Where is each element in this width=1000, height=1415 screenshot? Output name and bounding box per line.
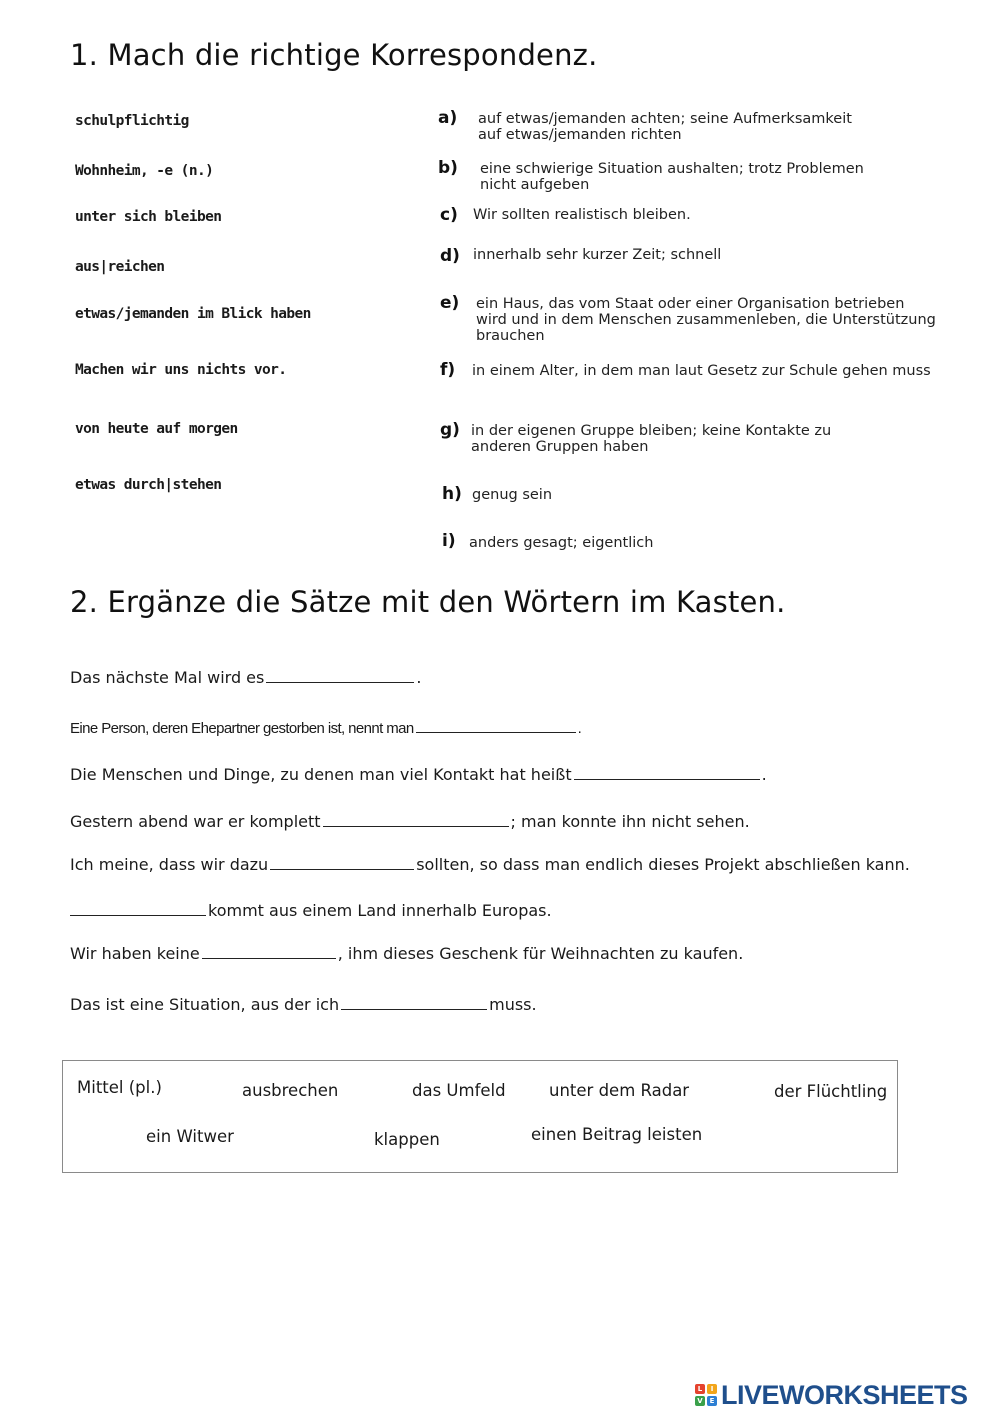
def-letter-a: a) bbox=[438, 108, 458, 128]
term-2: Wohnheim, -e (n.) bbox=[75, 163, 214, 179]
def-letter-g: g) bbox=[440, 420, 460, 440]
sentence-8-after: muss. bbox=[489, 995, 537, 1014]
logo-cube: L bbox=[695, 1384, 705, 1394]
sentence-3 bbox=[70, 765, 767, 784]
sentence-5-before: Ich meine, dass wir dazu bbox=[70, 855, 269, 874]
word-box-item: Mittel (pl.) bbox=[77, 1078, 162, 1097]
blank-6[interactable] bbox=[70, 901, 206, 916]
def-text-e: ein Haus, das vom Staat oder einer Organisation betrieben wird und in dem Menschen zusammenleben, die Unterstützung brauchen bbox=[476, 296, 936, 344]
sentence-8-before: Das ist eine Situation, aus der ich bbox=[70, 995, 340, 1014]
blank-2[interactable] bbox=[416, 718, 576, 733]
word-box-item: unter dem Radar bbox=[549, 1081, 690, 1100]
def-text-i: anders gesagt; eigentlich bbox=[469, 535, 654, 551]
logo-cube: I bbox=[707, 1384, 717, 1394]
def-letter-c: c) bbox=[440, 205, 458, 225]
word-box-item: das Umfeld bbox=[412, 1081, 506, 1100]
blank-7[interactable] bbox=[202, 944, 336, 959]
blank-8[interactable] bbox=[341, 995, 487, 1010]
def-text-d: innerhalb sehr kurzer Zeit; schnell bbox=[473, 247, 722, 263]
def-text-g: in der eigenen Gruppe bleiben; keine Kontakte zu anderen Gruppen haben bbox=[471, 423, 832, 455]
term-5: etwas/jemanden im Blick haben bbox=[75, 306, 311, 322]
blank-4[interactable] bbox=[323, 812, 509, 827]
sentence-6 bbox=[70, 901, 552, 920]
word-box-item: der Flüchtling bbox=[774, 1082, 888, 1101]
term-6: Machen wir uns nichts vor. bbox=[75, 362, 287, 378]
def-letter-b: b) bbox=[438, 158, 458, 178]
blank-1[interactable] bbox=[266, 668, 414, 683]
sentence-5-after: sollten, so dass man endlich dieses Projekt abschließen kann. bbox=[416, 855, 910, 874]
word-box-item: ein Witwer bbox=[146, 1127, 234, 1146]
sentence-2-before: Eine Person, deren Ehepartner gestorben ist, nennt man bbox=[70, 720, 414, 737]
sentence-2-after: . bbox=[577, 720, 582, 737]
sentence-4-after: ; man konnte ihn nicht sehen. bbox=[510, 812, 750, 831]
word-box-item: einen Beitrag leisten bbox=[531, 1125, 703, 1144]
word-box bbox=[62, 1060, 898, 1173]
term-4: aus|reichen bbox=[75, 259, 165, 275]
blank-3[interactable] bbox=[574, 765, 760, 780]
section2-title: 2. Ergänze die Sätze mit den Wörtern im Kasten. bbox=[70, 585, 786, 619]
sentence-5 bbox=[70, 855, 910, 874]
def-letter-f: f) bbox=[440, 360, 456, 380]
sentence-8 bbox=[70, 995, 537, 1014]
sentence-7 bbox=[70, 944, 743, 963]
blank-5[interactable] bbox=[270, 855, 414, 870]
def-text-c: Wir sollten realistisch bleiben. bbox=[473, 207, 691, 223]
sentence-4 bbox=[70, 812, 750, 831]
term-8: etwas durch|stehen bbox=[75, 477, 222, 493]
logo-cubes-icon bbox=[695, 1384, 717, 1406]
sentence-1 bbox=[70, 668, 421, 687]
def-letter-i: i) bbox=[442, 531, 456, 551]
sentence-3-before: Die Menschen und Dinge, zu denen man viel Kontakt hat heißt bbox=[70, 765, 572, 784]
word-box-item: klappen bbox=[374, 1130, 440, 1149]
sentence-3-after: . bbox=[761, 765, 767, 784]
sentence-2 bbox=[70, 718, 581, 737]
sentence-4-before: Gestern abend war er komplett bbox=[70, 812, 321, 831]
def-text-b: eine schwierige Situation aushalten; trotz Problemen nicht aufgeben bbox=[480, 161, 864, 193]
section1-title: 1. Mach die richtige Korrespondenz. bbox=[70, 38, 598, 72]
def-letter-h: h) bbox=[442, 484, 462, 504]
logo-cube: E bbox=[707, 1396, 717, 1406]
def-letter-e: e) bbox=[440, 293, 460, 313]
sentence-7-before: Wir haben keine bbox=[70, 944, 200, 963]
sentence-7-after: , ihm dieses Geschenk für Weihnachten zu kaufen. bbox=[337, 944, 744, 963]
liveworksheets-logo[interactable] bbox=[695, 1376, 968, 1414]
def-text-h: genug sein bbox=[472, 487, 553, 503]
sentence-6-after: kommt aus einem Land innerhalb Europas. bbox=[208, 901, 552, 920]
sentence-1-before: Das nächste Mal wird es bbox=[70, 668, 265, 687]
term-1: schulpflichtig bbox=[75, 113, 189, 129]
def-letter-d: d) bbox=[440, 246, 460, 266]
logo-text: LIVEWORKSHEETS bbox=[721, 1379, 968, 1410]
logo-cube: V bbox=[695, 1396, 705, 1406]
def-text-f: in einem Alter, in dem man laut Gesetz zur Schule gehen muss bbox=[472, 363, 931, 379]
sentence-1-after: . bbox=[416, 668, 422, 687]
word-box-item: ausbrechen bbox=[242, 1081, 339, 1100]
term-7: von heute auf morgen bbox=[75, 421, 238, 437]
term-3: unter sich bleiben bbox=[75, 209, 222, 225]
def-text-a: auf etwas/jemanden achten; seine Aufmerksamkeit auf etwas/jemanden richten bbox=[478, 111, 852, 143]
